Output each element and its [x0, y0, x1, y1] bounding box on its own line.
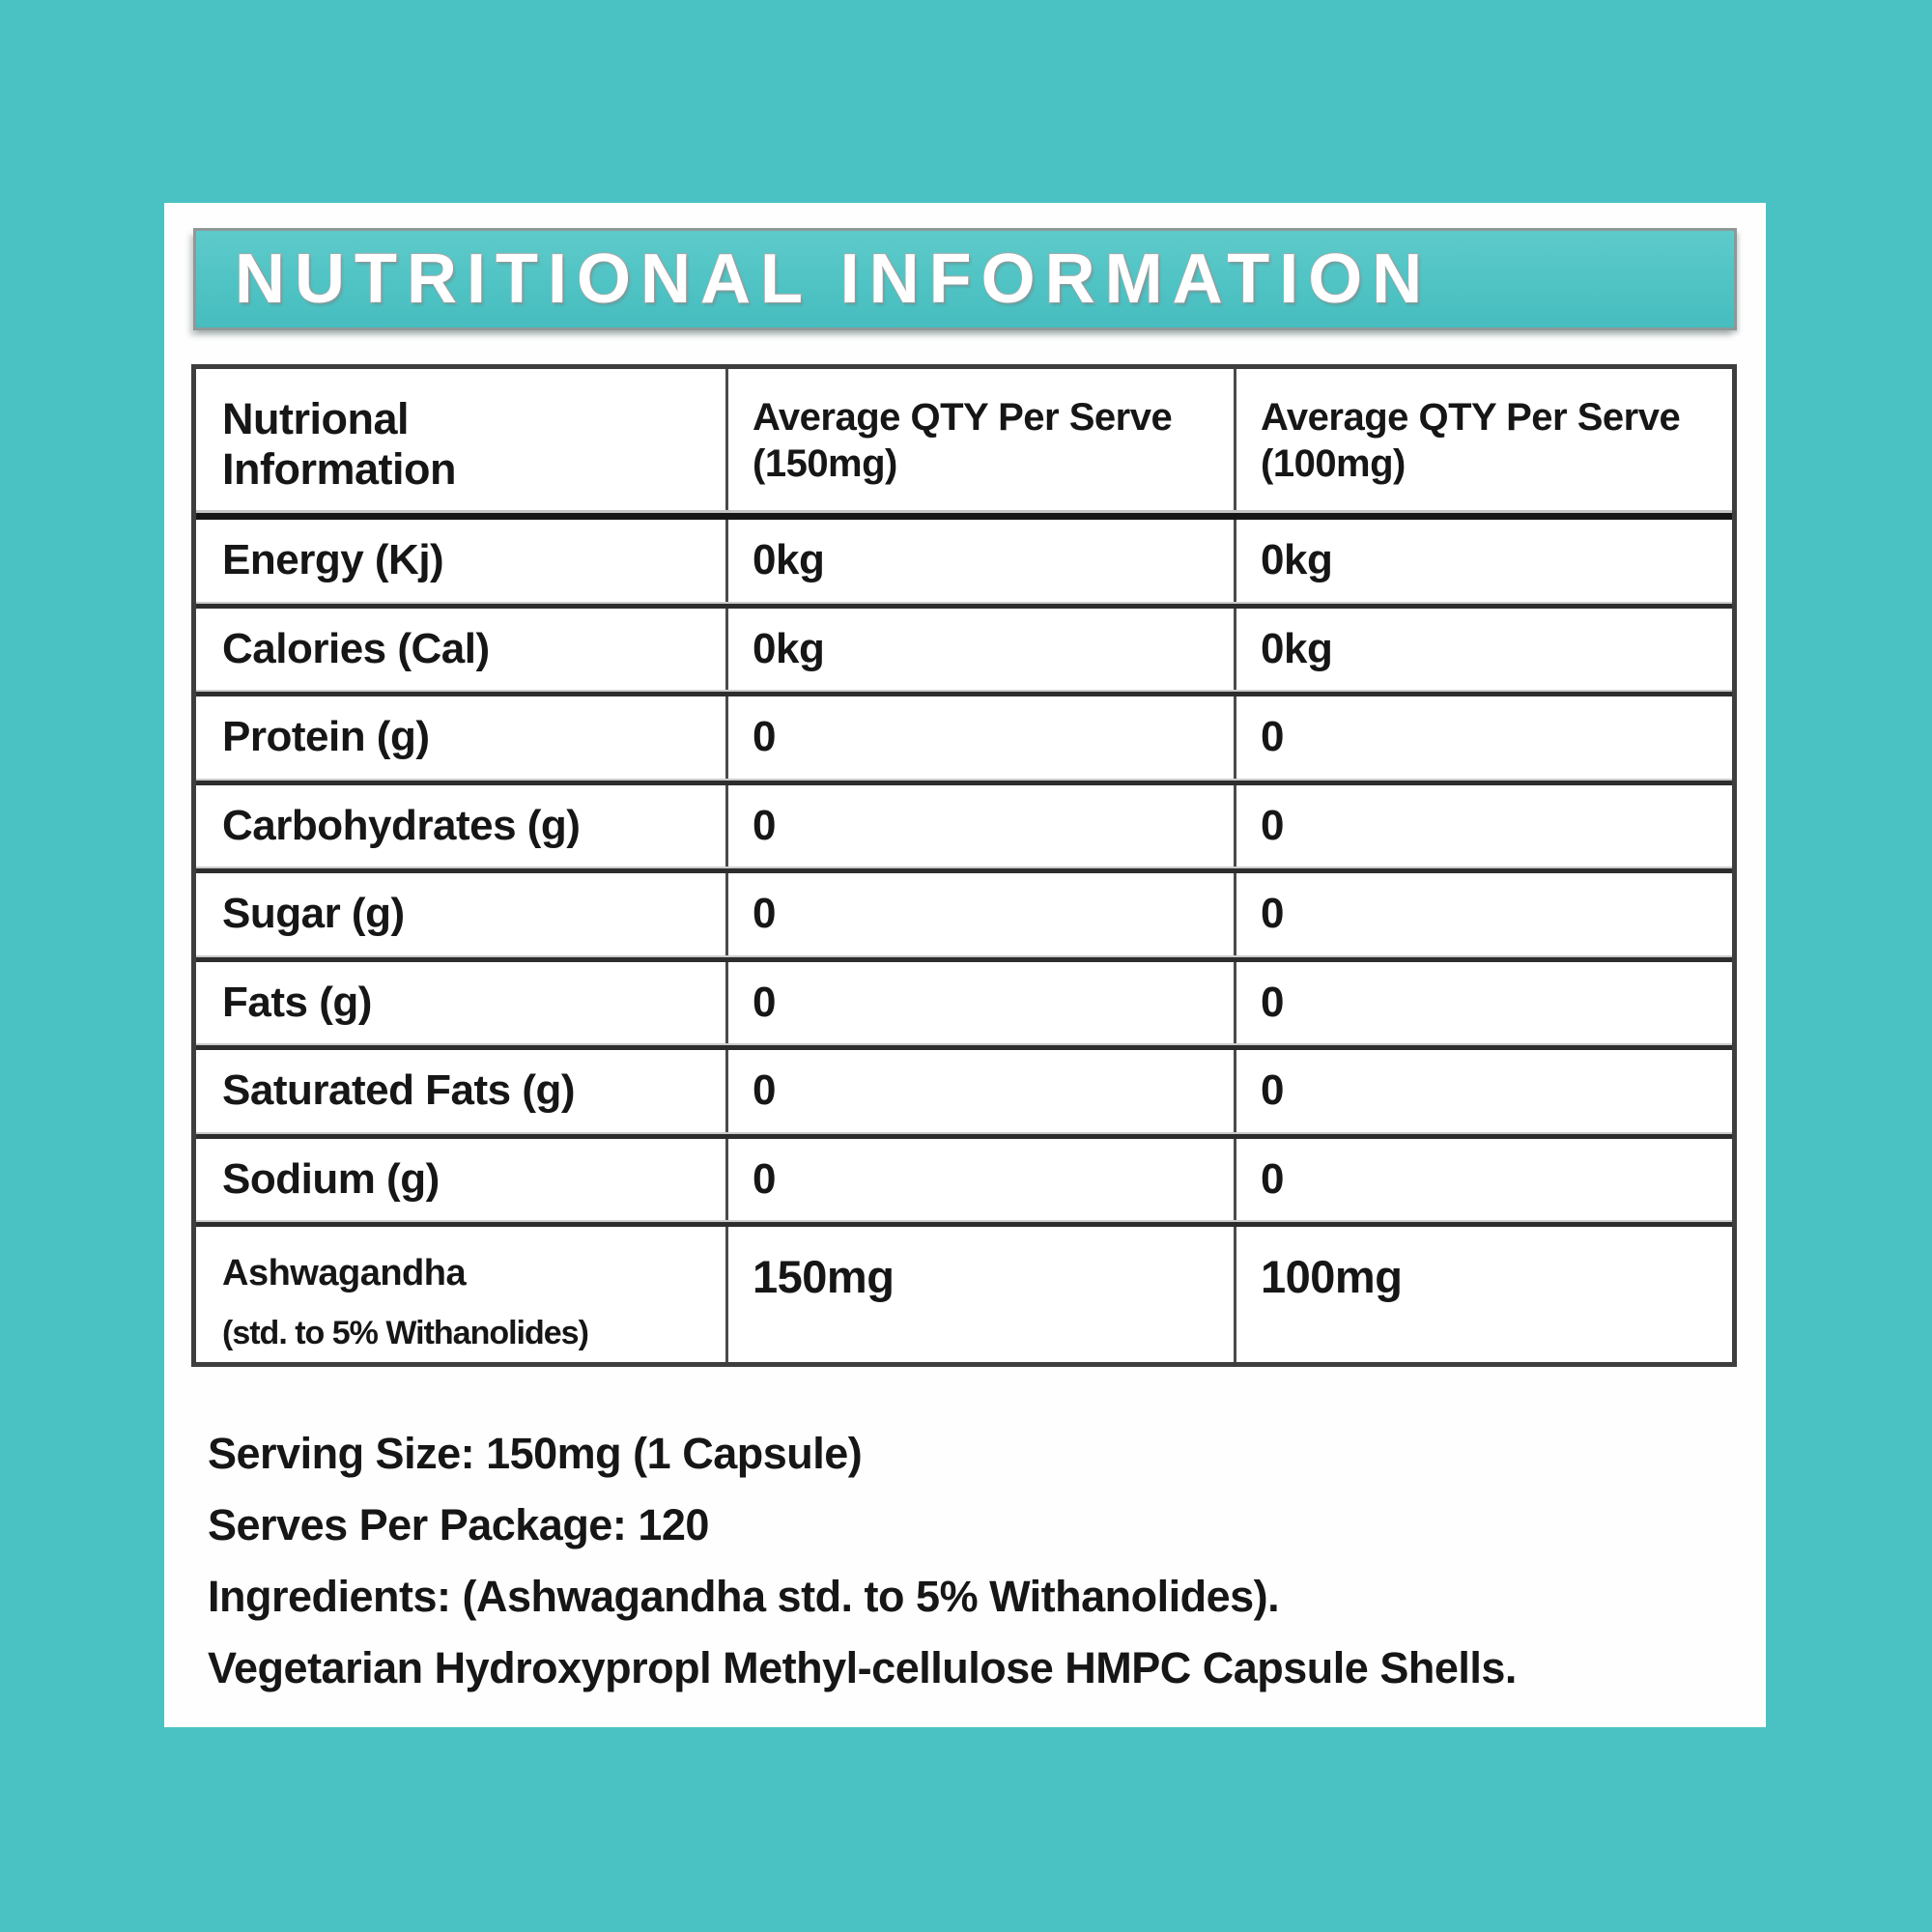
col-header-serve-150: Average QTY Per Serve (150mg)	[753, 396, 1173, 485]
row-value-150: 0	[753, 713, 776, 761]
footer-notes	[208, 1418, 1734, 1704]
row-value-150: 150mg	[753, 1251, 895, 1302]
row-divider	[196, 867, 1732, 873]
table-row-carbohydrates	[196, 785, 1732, 867]
row-divider	[196, 955, 1732, 962]
row-label: Saturated Fats (g)	[222, 1066, 576, 1115]
row-label: Fats (g)	[222, 978, 372, 1026]
row-value-150: 0kg	[753, 536, 825, 584]
row-label: Sodium (g)	[222, 1154, 440, 1203]
table-row-sugar	[196, 873, 1732, 955]
row-divider	[196, 1132, 1732, 1139]
row-value-150: 0	[753, 890, 776, 938]
row-label: Sugar (g)	[222, 890, 405, 938]
serves-per-package-line: Serves Per Package: 120	[208, 1500, 709, 1549]
row-value-150: 0	[753, 801, 776, 849]
row-label: Energy (Kj)	[222, 536, 444, 584]
serving-size-line: Serving Size: 150mg (1 Capsule)	[208, 1429, 863, 1478]
row-value-100: 100mg	[1261, 1251, 1403, 1302]
row-value-150: 0	[753, 1154, 776, 1203]
row-value-100: 0	[1261, 713, 1284, 761]
col-header-serve-100: Average QTY Per Serve (100mg)	[1261, 396, 1681, 485]
page-title: NUTRITIONAL INFORMATION	[235, 241, 1433, 318]
ingredients-line: Ingredients: (Ashwagandha std. to 5% Withanolides).	[208, 1572, 1280, 1621]
row-value-100: 0	[1261, 1066, 1284, 1115]
row-label: Protein (g)	[222, 713, 430, 761]
table-row-fats	[196, 962, 1732, 1044]
row-value-100: 0	[1261, 801, 1284, 849]
table-row-calories	[196, 609, 1732, 691]
capsule-shells-line: Vegetarian Hydroxypropl Methyl-cellulose HMPC Capsule Shells.	[208, 1643, 1517, 1692]
row-value-150: 0	[753, 978, 776, 1026]
table-row-ashwagandha	[196, 1227, 1732, 1362]
row-divider	[196, 690, 1732, 696]
col-header-nutritional-information: Nutrional Information	[222, 394, 456, 494]
table-row-sodium	[196, 1139, 1732, 1221]
table-row-saturated-fats	[196, 1050, 1732, 1132]
row-label: Calories (Cal)	[222, 624, 490, 672]
nutrition-card	[164, 203, 1766, 1727]
nutrition-table	[191, 364, 1737, 1367]
row-value-100: 0	[1261, 1154, 1284, 1203]
table-row-protein	[196, 696, 1732, 779]
row-divider	[196, 1220, 1732, 1227]
header-divider	[196, 510, 1732, 520]
title-bar	[193, 228, 1737, 330]
row-value-100: 0	[1261, 978, 1284, 1026]
row-value-100: 0kg	[1261, 536, 1333, 584]
table-row-energy	[196, 520, 1732, 602]
row-divider	[196, 779, 1732, 785]
row-value-150: 0kg	[753, 624, 825, 672]
row-value-100: 0kg	[1261, 624, 1333, 672]
row-divider	[196, 1043, 1732, 1050]
row-divider	[196, 602, 1732, 609]
row-value-100: 0	[1261, 890, 1284, 938]
row-label: Carbohydrates (g)	[222, 801, 581, 849]
table-header-row	[196, 369, 1732, 510]
row-label: Ashwagandha (std. to 5% Withanolides)	[222, 1253, 588, 1352]
row-value-150: 0	[753, 1066, 776, 1115]
